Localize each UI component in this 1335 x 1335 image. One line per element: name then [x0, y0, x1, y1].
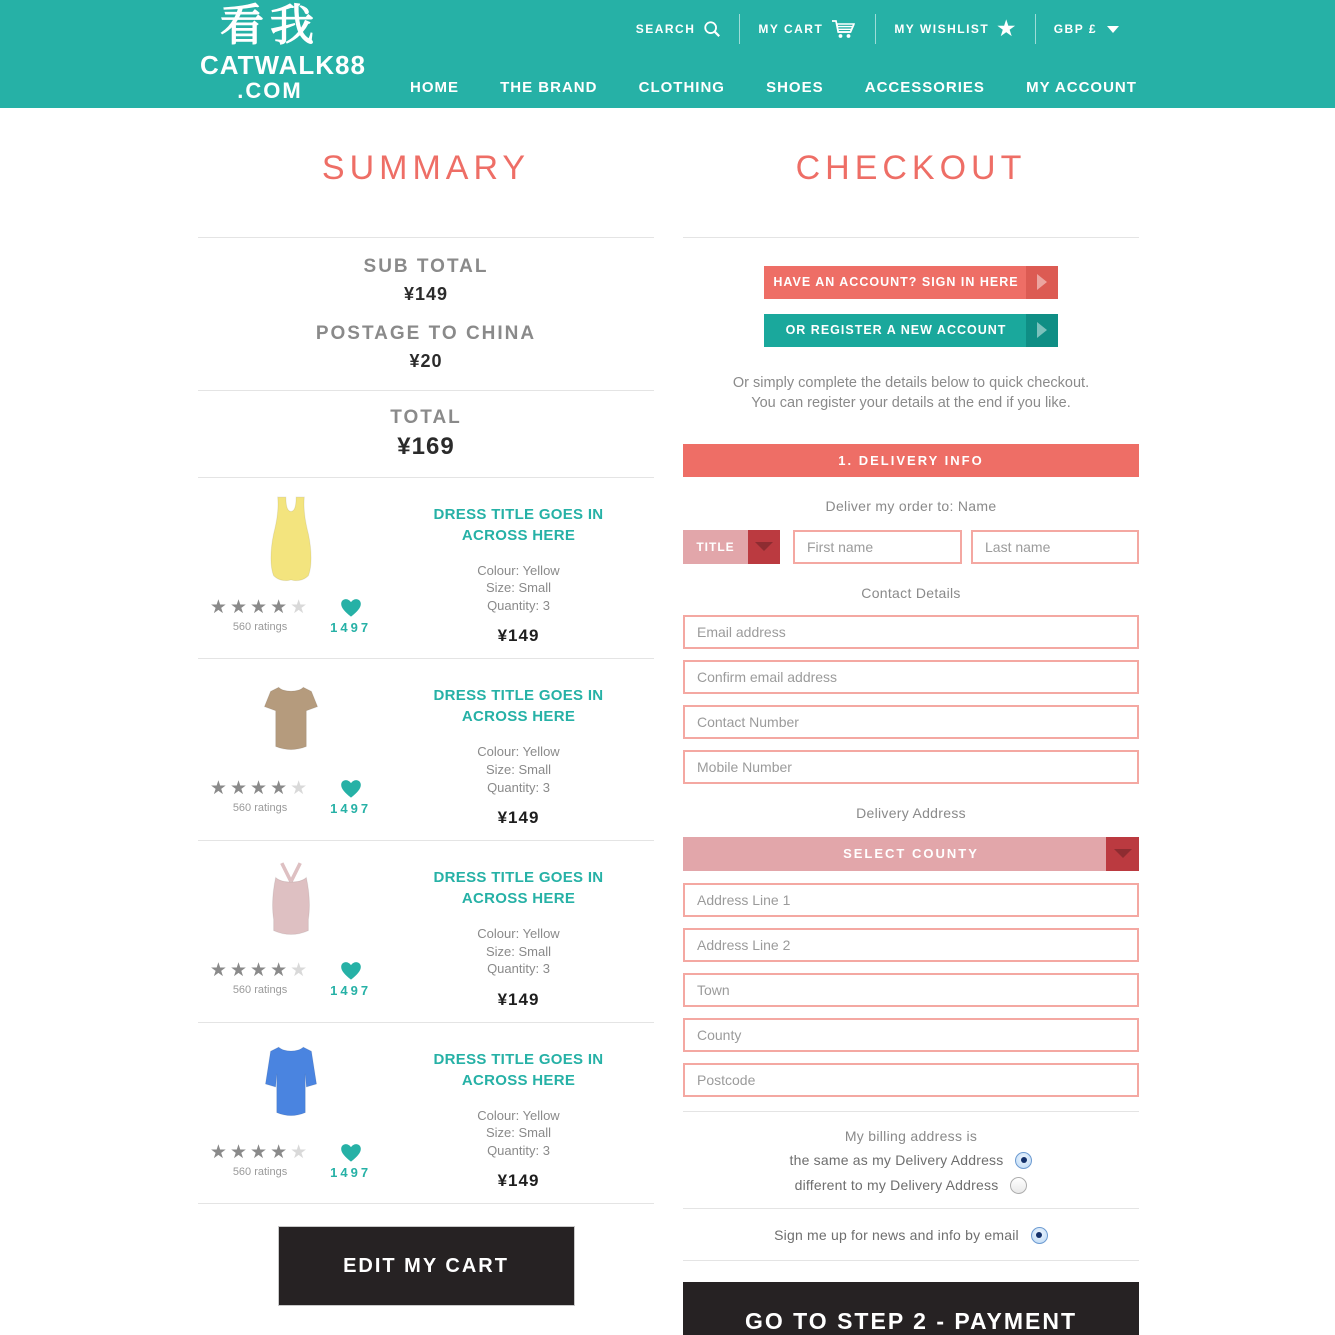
checkout-title: CHECKOUT	[795, 149, 1027, 187]
product-title[interactable]: DRESS TITLE GOES IN ACROSS HERE	[433, 505, 604, 544]
main-nav	[410, 79, 1137, 96]
product-info	[383, 675, 654, 828]
billing-heading: My billing address is	[844, 1127, 978, 1144]
star-filled-icon: ★	[270, 1141, 291, 1163]
star-filled-icon: ★	[270, 778, 291, 800]
cart-item	[198, 478, 654, 659]
email-input[interactable]	[683, 615, 1139, 649]
mobile-number-input[interactable]	[683, 750, 1139, 784]
sign-in-button[interactable]	[764, 266, 1058, 299]
product-media	[198, 494, 383, 647]
product-quantity: Quantity: 3	[487, 597, 550, 613]
ratings-count: 560 ratings	[232, 1165, 288, 1178]
heart-icon[interactable]	[330, 598, 371, 618]
product-meta	[198, 961, 383, 998]
star-empty-icon: ★	[290, 596, 311, 618]
product-media	[198, 675, 383, 828]
heart-icon[interactable]	[330, 1143, 371, 1163]
product-image[interactable]	[198, 494, 383, 590]
billing-different-radio[interactable]	[1010, 1177, 1027, 1194]
product-image[interactable]	[198, 1039, 383, 1135]
product-media	[198, 857, 383, 1010]
billing-different-option[interactable]	[683, 1177, 1139, 1194]
product-attrs	[383, 1107, 654, 1160]
postage-label: POSTAGE TO CHINA	[315, 322, 537, 344]
likes-block	[330, 598, 371, 635]
ratings-count: 560 ratings	[232, 984, 288, 997]
product-info	[383, 494, 654, 647]
total-value: ¥169	[397, 432, 455, 460]
star-filled-icon: ★	[229, 778, 251, 800]
newsletter-radio[interactable]	[1031, 1227, 1048, 1244]
chevron-down-icon	[1106, 837, 1139, 871]
confirm-email-input[interactable]	[683, 660, 1139, 694]
cart-icon	[831, 19, 857, 39]
rating-block	[210, 779, 310, 814]
search-button[interactable]	[618, 14, 740, 44]
likes-count: 1497	[330, 619, 372, 635]
heart-icon[interactable]	[330, 961, 371, 981]
ratings-count: 560 ratings	[232, 620, 288, 633]
star-filled-icon: ★	[250, 596, 271, 618]
product-quantity: Quantity: 3	[487, 779, 550, 795]
contact-number-input[interactable]	[683, 705, 1139, 739]
product-quantity: Quantity: 3	[487, 1142, 550, 1158]
star-filled-icon: ★	[209, 960, 230, 982]
star-empty-icon: ★	[290, 960, 311, 982]
product-title[interactable]: DRESS TITLE GOES IN ACROSS HERE	[433, 687, 604, 726]
title-dropdown[interactable]	[683, 530, 780, 564]
chevron-down-icon	[748, 530, 780, 564]
delivery-address-heading: Delivery Address	[856, 804, 966, 821]
my-wishlist-button[interactable]	[876, 14, 1034, 44]
star-filled-icon: ★	[250, 1141, 271, 1163]
county-input[interactable]	[683, 1018, 1139, 1052]
intro-line-1: Or simply complete the details below to quick checkout.	[732, 374, 1090, 391]
ratings-count: 560 ratings	[232, 802, 288, 815]
likes-count: 1497	[330, 983, 372, 999]
checkout-column	[683, 108, 1139, 1335]
product-image[interactable]	[198, 675, 383, 771]
subtotal-label: SUB TOTAL	[363, 255, 489, 277]
star-rating[interactable]	[210, 598, 310, 617]
product-title[interactable]: DRESS TITLE GOES IN ACROSS HERE	[433, 869, 604, 908]
star-filled-icon: ★	[209, 778, 230, 800]
search-label: SEARCH	[635, 22, 696, 36]
heart-icon[interactable]	[330, 779, 371, 799]
likes-block	[330, 961, 371, 998]
summary-column	[198, 108, 654, 1306]
product-quantity: Quantity: 3	[487, 961, 550, 977]
intro-line-2: You can register your details at the end if you like.	[751, 394, 1071, 411]
star-filled-icon: ★	[270, 960, 291, 982]
newsletter-option[interactable]	[683, 1227, 1139, 1244]
product-media	[198, 1039, 383, 1192]
likes-count: 1497	[330, 801, 372, 817]
product-size: Size: Small	[485, 943, 552, 959]
billing-same-label: the same as my Delivery Address	[789, 1152, 1004, 1169]
star-filled-icon: ★	[250, 960, 271, 982]
product-title[interactable]: DRESS TITLE GOES IN ACROSS HERE	[433, 1050, 604, 1089]
total-label: TOTAL	[390, 406, 462, 428]
product-attrs	[383, 925, 654, 978]
logo-name-text: CATWALK88	[200, 50, 366, 80]
billing-different-label: different to my Delivery Address	[794, 1177, 999, 1194]
rating-block	[210, 598, 310, 633]
my-wishlist-label: MY WISHLIST	[894, 22, 990, 36]
summary-title: SUMMARY	[321, 149, 531, 187]
nav-item-home[interactable]: HOME	[410, 79, 459, 96]
product-size: Size: Small	[485, 761, 552, 777]
star-rating[interactable]	[210, 779, 310, 798]
star-rating[interactable]	[210, 1143, 310, 1162]
product-price: ¥149	[497, 808, 540, 828]
rating-block	[210, 1143, 310, 1178]
delivery-info-banner: 1. DELIVERY INFO	[683, 444, 1139, 477]
product-meta	[198, 598, 383, 635]
address-line-1-input[interactable]	[683, 883, 1139, 917]
product-price: ¥149	[497, 989, 540, 1009]
product-colour: Colour: Yellow	[477, 562, 560, 578]
product-meta	[198, 779, 383, 816]
cart-item	[198, 659, 654, 840]
product-info	[383, 857, 654, 1010]
star-empty-icon: ★	[290, 1141, 311, 1163]
billing-same-radio[interactable]	[1015, 1152, 1032, 1169]
arrow-right-icon	[1026, 266, 1058, 299]
star-filled-icon: ★	[209, 1141, 230, 1163]
product-colour: Colour: Yellow	[477, 1107, 560, 1123]
nav-item-clothing[interactable]: CLOTHING	[638, 79, 725, 96]
star-empty-icon: ★	[290, 778, 311, 800]
page-content	[0, 108, 1335, 1335]
brand-logo[interactable]	[200, 1, 366, 103]
nav-item-accessories[interactable]: ACCESSORIES	[864, 79, 985, 96]
product-price: ¥149	[497, 1171, 540, 1191]
nav-item-my-account[interactable]: MY ACCOUNT	[1026, 79, 1137, 96]
nav-item-shoes[interactable]: SHOES	[766, 79, 824, 96]
logo-tld-text: .COM	[237, 78, 303, 103]
my-cart-label: MY CART	[758, 22, 824, 36]
product-image[interactable]	[198, 857, 383, 953]
product-info	[383, 1039, 654, 1192]
name-row	[683, 530, 1139, 564]
subtotal-value: ¥149	[403, 283, 449, 304]
product-colour: Colour: Yellow	[477, 744, 560, 760]
product-price: ¥149	[497, 626, 540, 646]
star-filled-icon: ★	[229, 596, 251, 618]
title-dropdown-label: TITLE	[696, 539, 735, 554]
divider	[683, 237, 1139, 238]
register-label: OR REGISTER A NEW ACCOUNT	[785, 323, 1007, 338]
star-rating[interactable]	[210, 961, 310, 980]
address-line-2-input[interactable]	[683, 928, 1139, 962]
product-size: Size: Small	[485, 1125, 552, 1141]
cart-item	[198, 1023, 654, 1204]
totals-block	[198, 238, 654, 390]
search-icon	[703, 20, 721, 38]
quick-checkout-intro	[683, 373, 1139, 413]
divider	[683, 1208, 1139, 1209]
likes-block	[330, 1143, 371, 1180]
arrow-right-icon	[1026, 314, 1058, 347]
product-attrs	[383, 562, 654, 615]
go-to-payment-button[interactable]: GO TO STEP 2 - PAYMENT	[683, 1282, 1139, 1335]
nav-item-the-brand[interactable]: THE BRAND	[500, 79, 598, 96]
divider	[683, 1260, 1139, 1261]
chevron-down-icon	[1107, 26, 1119, 33]
billing-same-option[interactable]	[683, 1152, 1139, 1169]
star-filled-icon: ★	[229, 1141, 251, 1163]
county-dropdown-label: SELECT COUNTY	[843, 846, 979, 862]
newsletter-label: Sign me up for news and info by email	[774, 1227, 1019, 1244]
postcode-input[interactable]	[683, 1063, 1139, 1097]
divider	[198, 1203, 654, 1204]
sign-in-label: HAVE AN ACCOUNT? SIGN IN HERE	[773, 275, 1019, 290]
billing-section	[683, 1112, 1139, 1194]
last-name-input[interactable]	[971, 530, 1139, 564]
product-colour: Colour: Yellow	[477, 926, 560, 942]
grand-total-block	[198, 391, 654, 477]
rating-block	[210, 961, 310, 996]
contact-details-heading: Contact Details	[861, 584, 961, 601]
product-size: Size: Small	[485, 580, 552, 596]
likes-block	[330, 779, 371, 816]
my-cart-button[interactable]	[740, 14, 875, 44]
cart-item	[198, 841, 654, 1022]
star-filled-icon: ★	[250, 778, 271, 800]
star-icon: ★	[997, 18, 1017, 40]
product-meta	[198, 1143, 383, 1180]
town-input[interactable]	[683, 973, 1139, 1007]
product-attrs	[383, 743, 654, 796]
edit-cart-button[interactable]: EDIT MY CART	[278, 1226, 575, 1306]
site-header	[0, 0, 1335, 108]
utility-nav	[618, 14, 1137, 44]
register-button[interactable]	[764, 314, 1058, 347]
first-name-input[interactable]	[793, 530, 962, 564]
logo-chinese-text: 看我	[220, 1, 320, 50]
star-filled-icon: ★	[229, 960, 251, 982]
cart-items	[198, 478, 654, 1205]
likes-count: 1497	[330, 1164, 372, 1180]
postage-value: ¥20	[409, 350, 443, 371]
deliver-to-label: Deliver my order to: Name	[825, 497, 997, 514]
currency-select[interactable]	[1036, 14, 1137, 44]
county-dropdown[interactable]	[683, 837, 1139, 871]
star-filled-icon: ★	[209, 596, 230, 618]
currency-label: GBP £	[1053, 22, 1097, 36]
star-filled-icon: ★	[270, 596, 291, 618]
